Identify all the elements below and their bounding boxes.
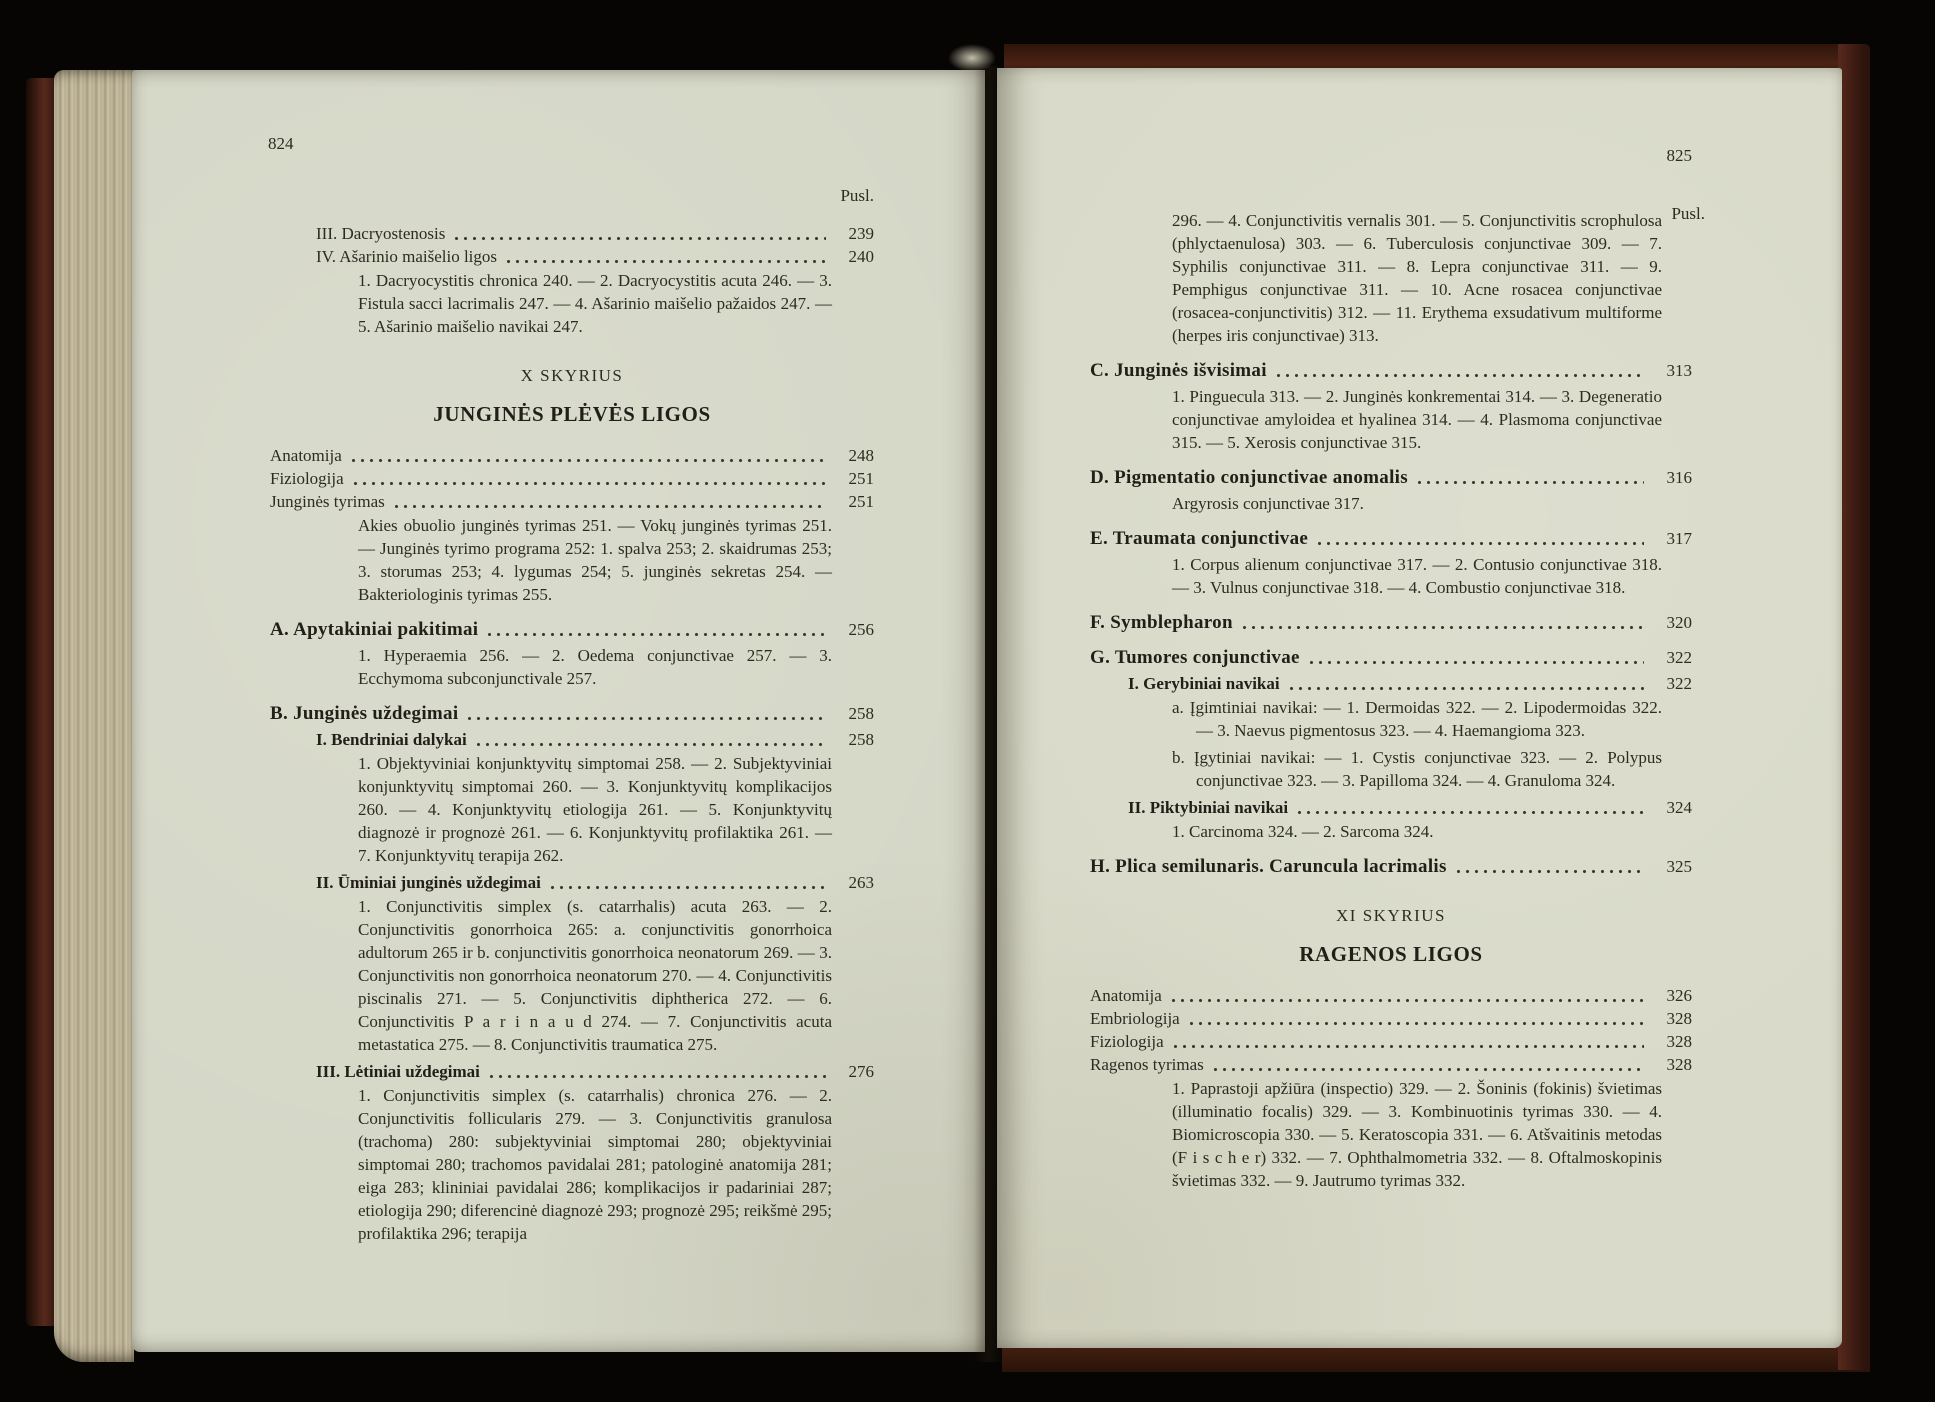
dot-leader — [454, 236, 826, 241]
right-page — [997, 68, 1842, 1348]
toc-paragraph: 1. Conjunctivitis simplex (s. catarrhalis) acuta 263. — 2. Conjunctivitis gonorrhoica 265: a. conjunctivitis gonorrhoica adultorum 265 ir b. conjunctivitis gonorrhoica neonatorum 269. — 3. Conjunctivitis non gonorrhoica neonatorum 270. — 4. Conjunctivitis piscinalis 271. — 5. Conjunctivitis diphtherica 272. — 6. Conjunctivitis P a r i n a u d 274. — 7. Conjunctivitis acuta metastatica 275. — 8. Conjunctivitis traumatica 275. — [358, 897, 832, 1054]
toc-paragraph: 296. — 4. Conjunctivitis vernalis 301. — 5. Conjunctivitis scrophulosa (phlyctaenulosa) 303. — 6. Tuberculosis conjunctivae 309. — 7. Syphilis conjunctivae 311. — 8. Lepra conjunctivae 311. — 9. Pemphigus conjunctivae 311. — 10. Acne rosacea conjunctivae (rosacea-conjunctivitis) 312. — 11. Erythema exsudativum multiforme (herpes iris conjunctivae) 313. — [1172, 211, 1662, 345]
toc-entry-page: 239 — [848, 224, 874, 243]
toc-entry-label: II. Ūminiai junginės uždegimai — [316, 873, 541, 892]
dot-leader — [1173, 1044, 1644, 1049]
toc-entry-label: IV. Ašarinio maišelio ligos — [316, 247, 498, 266]
toc-paragraph: 1. Corpus alienum conjunctivae 317. — 2. Contusio conjunctivae 318. — 3. Vulnus conjunctivae 318. — 4. Combustio conjunctivae 318. — [1172, 555, 1662, 597]
dot-leader — [351, 458, 826, 463]
toc-entry — [1090, 1007, 1692, 1030]
chapter-number-heading: X SKYRIUS — [520, 366, 624, 385]
page-edge-stack-left — [54, 70, 134, 1362]
toc-entry-section — [270, 702, 874, 725]
toc-entry — [270, 467, 874, 490]
toc-entry-subsection — [1090, 672, 1692, 695]
toc-column-left — [270, 222, 874, 1249]
book-cover-edge-bottom — [1002, 1346, 1870, 1372]
dot-leader — [1242, 625, 1644, 630]
toc-entry-page: 240 — [848, 247, 874, 266]
toc-entry — [1090, 984, 1692, 1007]
toc-entry-page: 328 — [1666, 1032, 1692, 1051]
toc-entry-section — [1090, 466, 1692, 489]
toc-entry-page: 248 — [848, 446, 874, 465]
page-number-right: 825 — [1666, 146, 1692, 165]
toc-entry-page: 328 — [1666, 1009, 1692, 1028]
toc-entry-label: B. Junginės uždegimai — [270, 703, 459, 724]
toc-paragraph: b. Įgytiniai navikai: — 1. Cystis conjunctivae 323. — 2. Polypus conjunctivae 323. — 3. Papilloma 324. — 4. Granuloma 324. — [1172, 748, 1662, 790]
toc-entry-section — [1090, 646, 1692, 669]
dot-leader — [476, 742, 826, 747]
toc-entry — [270, 245, 874, 268]
toc-entry-page: 324 — [1666, 798, 1692, 817]
dot-leader — [353, 481, 826, 486]
toc-entry-page: 325 — [1666, 857, 1692, 876]
toc-entry-label: Embriologija — [1090, 1009, 1180, 1028]
toc-entry-page: 256 — [848, 620, 874, 639]
toc-entry-section — [1090, 527, 1692, 550]
toc-entry-label: A. Apytakiniai pakitimai — [270, 619, 479, 640]
toc-paragraph: 1. Pinguecula 313. — 2. Junginės konkrementai 314. — 3. Degeneratio conjunctivae amyloidea et hyalinea 314. — 4. Plasmoma conjunctivae 315. — 5. Xerosis conjunctivae 315. — [1172, 387, 1662, 452]
dot-leader — [1213, 1067, 1644, 1072]
chapter-title-heading: RAGENOS LIGOS — [1299, 942, 1483, 966]
toc-entry-label: Fiziologija — [1090, 1032, 1164, 1051]
chapter-title-heading: JUNGINĖS PLĖVĖS LIGOS — [433, 402, 711, 426]
column-header-pusl-right: Pusl. — [1671, 204, 1705, 223]
toc-entry-section — [1090, 855, 1692, 878]
dot-leader — [1456, 869, 1644, 874]
toc-paragraph: 1. Objektyviniai konjunktyvitų simptomai 258. — 2. Subjektyviniai konjunktyvitų simptomai 260. — 3. Konjunktyvitų komplikacijos 260. — 4. Konjunktyvitų etiologija 261. — 5. Konjunktyvitų diagnozė ir prognozė 261. — 6. Konjunktyvitų profilaktika 261. — 7. Konjunktyvitų terapija 262. — [358, 754, 832, 865]
toc-entry-page: 258 — [848, 704, 874, 723]
book-cover-edge-left — [26, 78, 56, 1326]
toc-entry-label: Anatomija — [1090, 986, 1162, 1005]
toc-entry-label: I. Bendriniai dalykai — [316, 730, 467, 749]
book-cover-edge-right — [1838, 44, 1870, 1370]
toc-entry-section — [270, 618, 874, 641]
toc-entry-label: D. Pigmentatio conjunctivae anomalis — [1090, 467, 1408, 488]
toc-entry-page: 263 — [848, 873, 874, 892]
page-number-left: 824 — [268, 134, 294, 153]
toc-entry — [270, 444, 874, 467]
toc-paragraph: 1. Hyperaemia 256. — 2. Oedema conjunctivae 257. — 3. Ecchymoma subconjunctivale 257. — [358, 646, 832, 688]
dot-leader — [1189, 1021, 1644, 1026]
toc-entry-label: II. Piktybiniai navikai — [1128, 798, 1289, 817]
dot-leader — [550, 885, 826, 890]
dot-leader — [506, 259, 826, 264]
toc-entry-page: 313 — [1666, 361, 1692, 380]
dot-leader — [1317, 541, 1644, 546]
toc-entry-page: 320 — [1666, 613, 1692, 632]
toc-paragraph: 1. Conjunctivitis simplex (s. catarrhalis) chronica 276. — 2. Conjunctivitis follicularis 279. — 3. Conjunctivitis granulosa (trachoma) 280: subjektyviniai simptomai 280; objektyviniai simptomai 280; trachomos pavidalai 281; patologinė anatomija 281; eiga 283; klininiai pavidalai 286; komplikacijos ir padariniai 287; etiologija 290; diferencinė diagnozė 293; prognozė 295; reikšmė 295; profilaktika 296; terapija — [358, 1086, 832, 1243]
toc-entry-page: 328 — [1666, 1055, 1692, 1074]
toc-paragraph: Akies obuolio junginės tyrimas 251. — Vokų junginės tyrimas 251. — Junginės tyrimo programa 252: 1. spalva 253; 2. skaidrumas 253; 3. storumas 253; 4. lygumas 254; 5. junginės sekretas 254. — Bakteriologinis tyrimas 255. — [358, 516, 832, 604]
toc-entry-label: III. Lėtiniai uždegimai — [316, 1062, 480, 1081]
dot-leader — [1171, 998, 1644, 1003]
dot-leader — [1417, 480, 1644, 485]
toc-entry-label: Junginės tyrimas — [270, 492, 385, 511]
toc-entry-label: E. Traumata conjunctivae — [1090, 528, 1309, 549]
dot-leader — [467, 716, 826, 721]
toc-entry-page: 322 — [1666, 648, 1692, 667]
toc-entry — [1090, 1053, 1692, 1076]
toc-entry-subsection — [270, 1060, 874, 1083]
toc-entry-page: 276 — [848, 1062, 874, 1081]
dot-leader — [1297, 810, 1644, 815]
toc-entry-label: Anatomija — [270, 446, 342, 465]
toc-entry-page: 316 — [1666, 468, 1692, 487]
dot-leader — [489, 1074, 826, 1079]
toc-entry-label: Ragenos tyrimas — [1090, 1055, 1204, 1074]
toc-entry-label: III. Dacryostenosis — [316, 224, 446, 243]
toc-paragraph: 1. Dacryocystitis chronica 240. — 2. Dacryocystitis acuta 246. — 3. Fistula sacci lacrimalis 247. — 4. Ašarinio maišelio pažaidos 247. — 5. Ašarinio maišelio navikai 247. — [358, 271, 832, 336]
toc-column-right — [1090, 208, 1692, 1196]
dot-leader — [1289, 686, 1644, 691]
toc-entry-section — [1090, 611, 1692, 634]
toc-entry-subsection — [1090, 796, 1692, 819]
toc-paragraph: Argyrosis conjunctivae 317. — [1172, 494, 1364, 513]
toc-entry-section — [1090, 359, 1692, 382]
toc-entry-label: Fiziologija — [270, 469, 344, 488]
dot-leader — [1276, 373, 1644, 378]
chapter-number-heading: XI SKYRIUS — [1336, 906, 1446, 925]
toc-entry-label: F. Symblepharon — [1090, 612, 1233, 633]
left-page — [132, 70, 985, 1352]
toc-entry-label: I. Gerybiniai navikai — [1128, 674, 1280, 693]
toc-entry-page: 317 — [1666, 529, 1692, 548]
toc-entry — [270, 490, 874, 513]
dot-leader — [487, 632, 826, 637]
dot-leader — [1309, 660, 1644, 665]
binding-thread — [948, 44, 996, 72]
toc-entry-page: 322 — [1666, 674, 1692, 693]
toc-paragraph: 1. Carcinoma 324. — 2. Sarcoma 324. — [1172, 822, 1434, 841]
toc-entry — [270, 222, 874, 245]
toc-paragraph: a. Įgimtiniai navikai: — 1. Dermoidas 322. — 2. Lipodermoidas 322. — 3. Naevus pigmentosus 323. — 4. Haemangioma 323. — [1172, 698, 1662, 740]
toc-paragraph: 1. Paprastoji apžiūra (inspectio) 329. — 2. Šoninis (fokinis) švietimas (illuminatio focalis) 329. — 3. Kombinuotinis tyrimas 330. — 4. Biomicroscopia 330. — 5. Keratoscopia 331. — 6. Atšvaitinis metodas (F i s c h e r) 332. — 7. Ophthalmometria 332. — 8. Oftalmoskopinis švietimas 332. — 9. Jautrumo tyrimas 332. — [1172, 1079, 1662, 1190]
toc-entry-label: H. Plica semilunaris. Caruncula lacrimalis — [1090, 856, 1447, 877]
dot-leader — [394, 504, 826, 509]
toc-entry-label: G. Tumores conjunctivae — [1090, 647, 1300, 668]
toc-entry-subsection — [270, 871, 874, 894]
toc-entry-label: C. Junginės išvisimai — [1090, 360, 1267, 381]
toc-entry-page: 251 — [848, 469, 874, 488]
toc-entry-page: 258 — [848, 730, 874, 749]
column-header-pusl-left: Pusl. — [840, 186, 874, 205]
toc-entry-subsection — [270, 728, 874, 751]
toc-entry-page: 251 — [848, 492, 874, 511]
toc-entry-page: 326 — [1666, 986, 1692, 1005]
toc-entry — [1090, 1030, 1692, 1053]
